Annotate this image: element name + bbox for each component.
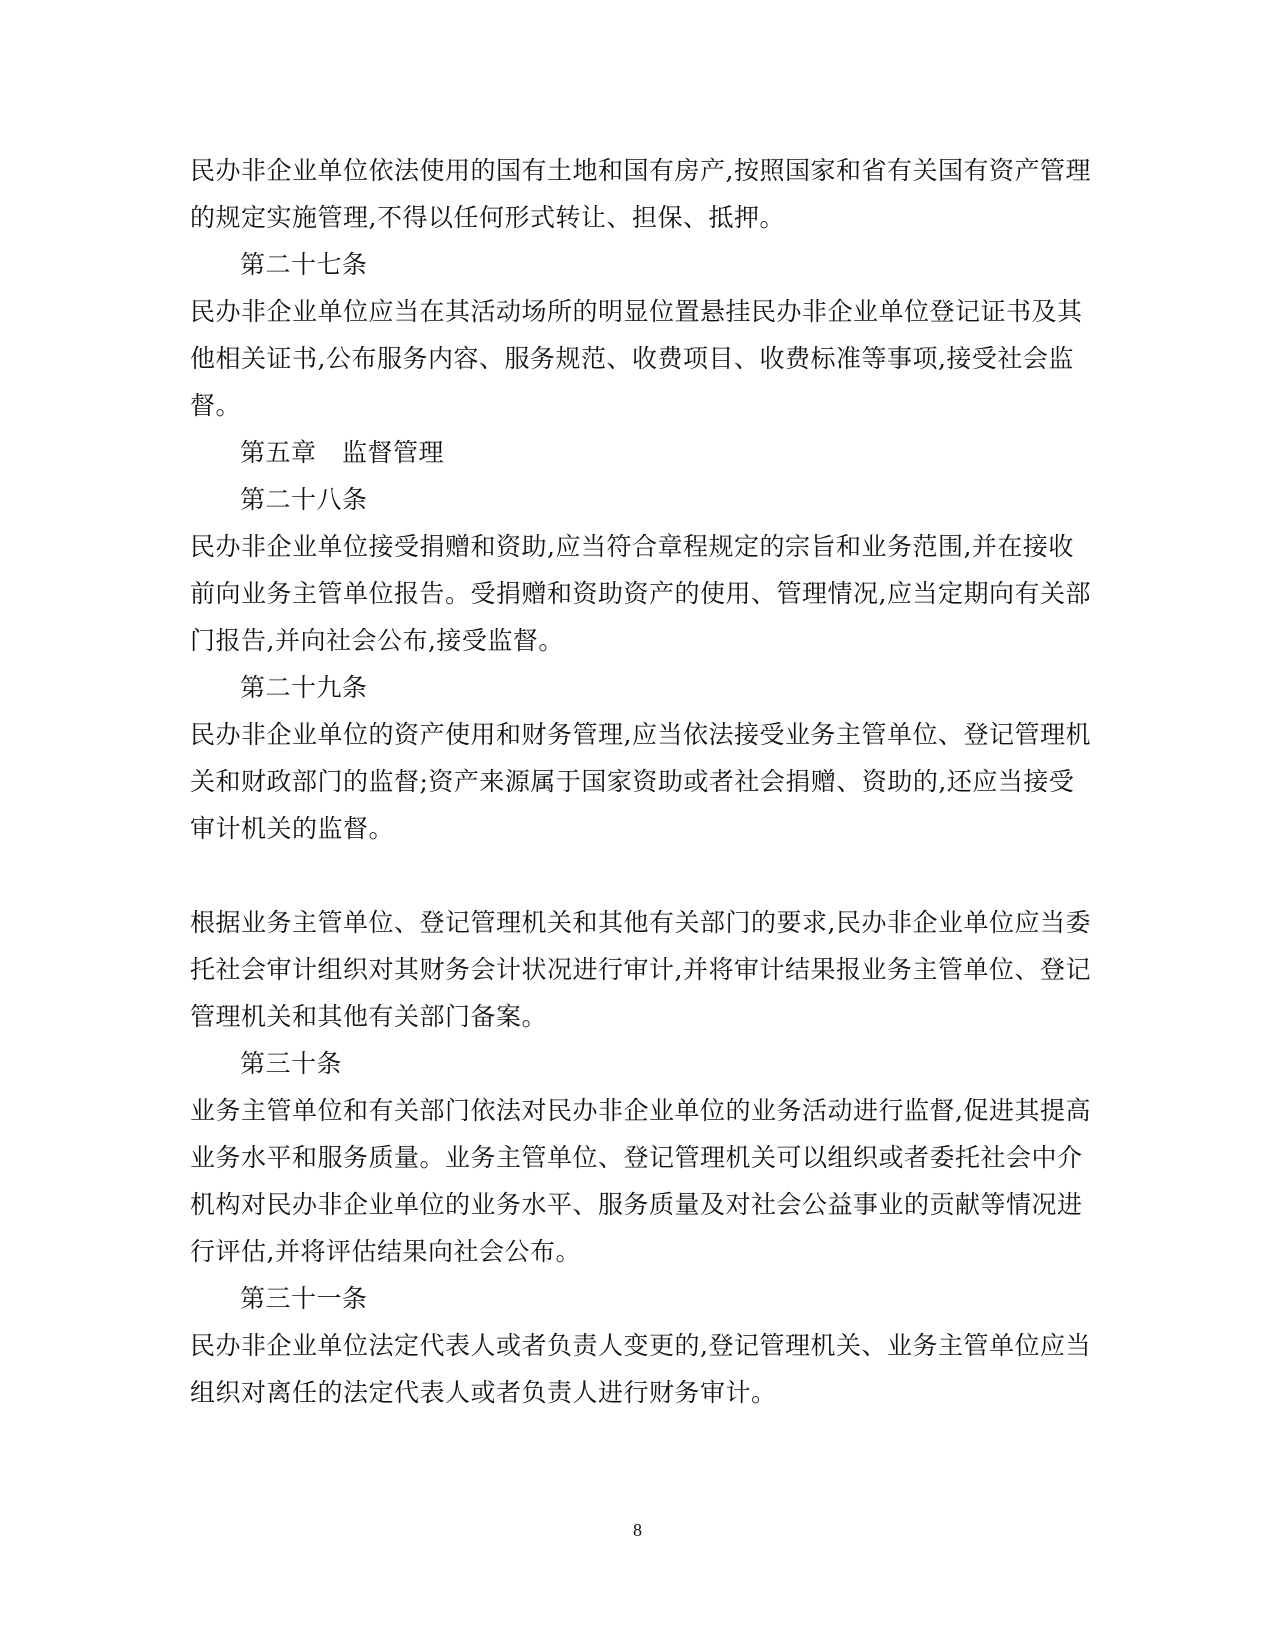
body-text-line: 民办非企业单位应当在其活动场所的明显位置悬挂民办非企业单位登记证书及其 bbox=[190, 297, 1083, 326]
body-text-line: 关和财政部门的监督;资产来源属于国家资助或者社会捐赠、资助的,还应当接受 bbox=[190, 767, 1075, 796]
body-text-line: 民办非企业单位接受捐赠和资助,应当符合章程规定的宗旨和业务范围,并在接收 bbox=[190, 532, 1074, 561]
article-heading: 第二十九条 bbox=[240, 673, 368, 702]
body-text-line: 根据业务主管单位、登记管理机关和其他有关部门的要求,民办非企业单位应当委 bbox=[190, 908, 1091, 937]
article-heading: 第二十七条 bbox=[240, 250, 368, 279]
body-text-line: 民办非企业单位依法使用的国有土地和国有房产,按照国家和省有关国有资产管理 bbox=[190, 156, 1091, 185]
body-text-line: 组织对离任的法定代表人或者负责人进行财务审计。 bbox=[190, 1378, 777, 1407]
body-text-line: 门报告,并向社会公布,接受监督。 bbox=[190, 626, 564, 655]
body-text-line: 督。 bbox=[190, 391, 242, 420]
body-text-line: 他相关证书,公布服务内容、服务规范、收费项目、收费标准等事项,接受社会监 bbox=[190, 344, 1074, 373]
chapter-heading: 第五章 监督管理 bbox=[240, 438, 445, 467]
body-text-line: 行评估,并将评估结果向社会公布。 bbox=[190, 1237, 581, 1266]
body-text-line: 前向业务主管单位报告。受捐赠和资助资产的使用、管理情况,应当定期向有关部 bbox=[190, 579, 1091, 608]
body-text-line: 审计机关的监督。 bbox=[190, 814, 395, 843]
body-text-line: 业务主管单位和有关部门依法对民办非企业单位的业务活动进行监督,促进其提高 bbox=[190, 1096, 1091, 1125]
body-text-line: 民办非企业单位的资产使用和财务管理,应当依法接受业务主管单位、登记管理机 bbox=[190, 720, 1091, 749]
body-text-line: 民办非企业单位法定代表人或者负责人变更的,登记管理机关、业务主管单位应当 bbox=[190, 1331, 1091, 1360]
article-heading: 第三十一条 bbox=[240, 1284, 368, 1313]
page-number: 8 bbox=[633, 1520, 642, 1540]
body-text-line: 的规定实施管理,不得以任何形式转让、担保、抵押。 bbox=[190, 203, 785, 232]
article-heading: 第三十条 bbox=[240, 1049, 343, 1078]
article-heading: 第二十八条 bbox=[240, 485, 368, 514]
body-text-line: 管理机关和其他有关部门备案。 bbox=[190, 1002, 548, 1031]
body-text-line: 业务水平和服务质量。业务主管单位、登记管理机关可以组织或者委托社会中介 bbox=[190, 1143, 1083, 1172]
body-text-line: 托社会审计组织对其财务会计状况进行审计,并将审计结果报业务主管单位、登记 bbox=[190, 955, 1091, 984]
body-text-line: 机构对民办非企业单位的业务水平、服务质量及对社会公益事业的贡献等情况进 bbox=[190, 1190, 1083, 1219]
